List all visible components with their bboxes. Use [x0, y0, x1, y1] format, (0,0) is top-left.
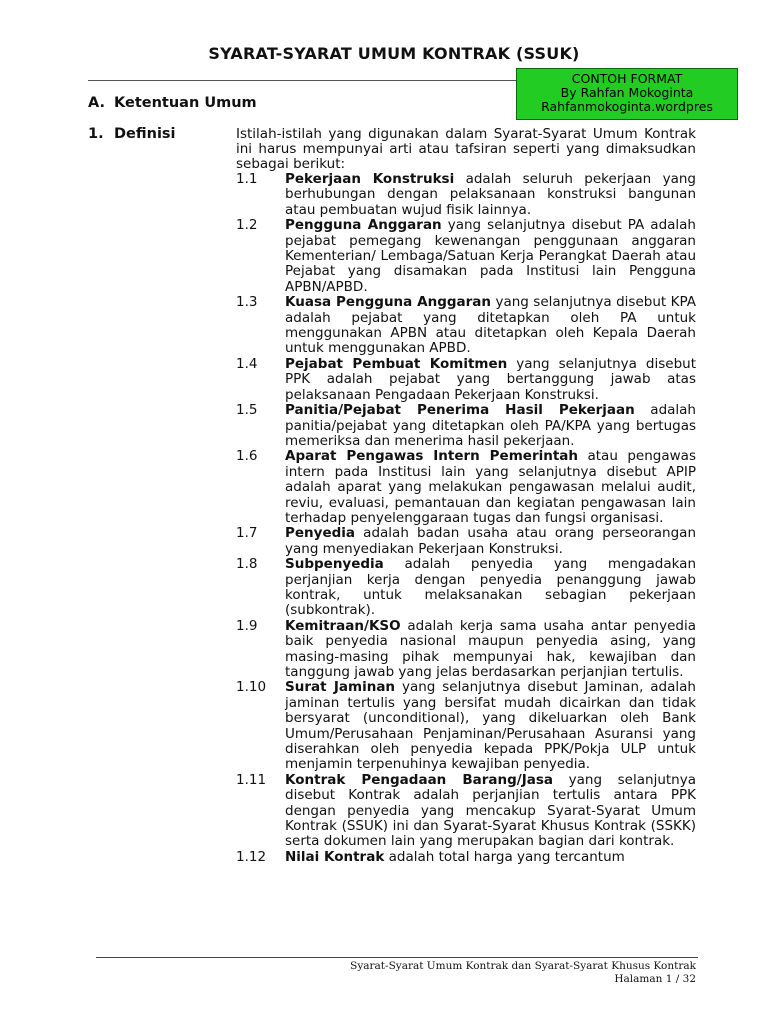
definition-term: Panitia/Pejabat Penerima Hasil Pekerjaan: [285, 402, 635, 419]
definition-body: adalah seluruh pekerjaan yang berhubungan dengan pelaksanaan konstruksi bangunan atau pembuatan wujud fisik lainnya.: [285, 171, 696, 218]
section-number: A.: [88, 95, 105, 111]
definition-term: Penyedia: [285, 525, 356, 542]
intro-paragraph: Istilah-istilah yang digunakan dalam Syarat-Syarat Umum Kontrak ini harus mempunyai arti atau tafsiran seperti yang dimaksudkan sebagai berikut:: [236, 126, 696, 173]
definition-item: [236, 218, 696, 295]
definition-term: Subpenyedia: [285, 556, 384, 573]
stamp-line-2: By Rahfan Mokoginta: [560, 85, 694, 100]
definition-item-text: [285, 218, 696, 295]
definition-body: adalah penyedia yang mengadakan perjanjian kerja dengan penyedia penanggung jawab kontrak, untuk melaksanakan sebagian pekerjaan (subkontrak).: [285, 556, 696, 619]
section-label: Ketentuan Umum: [114, 95, 257, 111]
definition-term: Nilai Kontrak: [285, 848, 385, 865]
definition-body: yang selanjutnya disebut Kontrak adalah perjanjian tertulis antara PPK dengan penyedia yang mencakup Syarat-Syarat Umum Kontrak (SSUK) ini dan Syarat-Syarat Khusus Kontrak (SSKK) serta dokumen lain yang merupakan bagian dari kontrak.: [285, 771, 696, 850]
definition-term: Pejabat Pembuat Komitmen: [285, 355, 508, 372]
definition-body: yang selanjutnya disebut KPA adalah pejabat yang ditetapkan oleh PA untuk menggunakan APBN atau ditetapkan oleh Kepala Daerah untuk menggunakan APBD.: [285, 294, 696, 357]
definition-item-text: [285, 449, 696, 526]
definition-item-number: 1.8: [236, 556, 258, 573]
definition-body: yang selanjutnya disebut Jaminan, adalah jaminan tertulis yang bersifat mudah dicairkan dan tidak bersyarat (unconditional), yang dikeluarkan oleh Bank Umum/Perusahaan Penjaminan/Perusahaan Asuransi yang diserahkan oleh penyedia kepada PPK/Pokja ULP untuk menjamin terpenuhinya kewajiban penyedia.: [285, 679, 696, 773]
definition-body: adalah panitia/pejabat yang ditetapkan oleh PA/KPA yang bertugas memeriksa dan menerima hasil pekerjaan.: [285, 402, 696, 449]
definition-term: Aparat Pengawas Intern Pemerintah: [285, 448, 579, 465]
definition-item-number: 1.3: [236, 294, 258, 311]
definition-item-number: 1.4: [236, 355, 258, 372]
definition-item-text: [285, 526, 696, 557]
definition-item-number: 1.7: [236, 525, 258, 542]
definition-item-text: [285, 557, 696, 619]
footer-divider: [96, 957, 698, 958]
definition-item-number: 1.10: [236, 679, 267, 696]
definition-item: [236, 449, 696, 526]
definition-item-number: 1.6: [236, 448, 258, 465]
definition-item: [236, 680, 696, 772]
stamp-line-3: Rahfanmokoginta.wordpres: [541, 99, 713, 114]
definition-item: [236, 619, 696, 681]
definition-item-number: 1.2: [236, 217, 258, 234]
definition-body: adalah total harga yang tercantum: [384, 848, 625, 865]
definition-item: [236, 403, 696, 449]
definition-item-text: [285, 295, 696, 357]
definition-item-text: [285, 619, 696, 681]
definition-list: [236, 172, 696, 865]
definition-item: [236, 526, 696, 557]
definition-heading: [88, 126, 176, 142]
definition-body: atau pengawas intern pada Institusi lain yang selanjutnya disebut APIP adalah aparat yang melakukan pengawasan melalui audit, reviu, evaluasi, pemantauan dan kegiatan pengawasan lain terhadap penyelenggaraan tugas dan fungsi organisasi.: [285, 448, 696, 526]
stamp-line-1: CONTOH FORMAT: [571, 71, 683, 86]
definition-item: [236, 850, 696, 865]
definition-item-text: [285, 850, 696, 865]
definition-item-text: [285, 403, 696, 449]
definition-item-number: 1.12: [236, 848, 267, 865]
definition-body: yang selanjutnya disebut PA adalah pejabat pemegang kewenangan penggunaan anggaran Kementerian/ Lembaga/Satuan Kerja Perangkat Daerah atau Pejabat yang disamakan pada Institusi lain Pengguna APBN/APBD.: [285, 217, 696, 295]
document-title: SYARAT-SYARAT UMUM KONTRAK (SSUK): [208, 44, 580, 63]
definition-item: [236, 557, 696, 619]
definition-term: Kemitraan/KSO: [285, 617, 401, 634]
footer-title: Syarat-Syarat Umum Kontrak dan Syarat-Syarat Khusus Kontrak: [350, 960, 696, 972]
page-number: Halaman 1 / 32: [614, 973, 696, 985]
definition-item-number: 1.5: [236, 402, 258, 419]
definition-item: [236, 357, 696, 403]
definition-item: [236, 295, 696, 357]
definition-label: Definisi: [114, 126, 176, 142]
definition-term: Pengguna Anggaran: [285, 217, 442, 234]
definition-term: Kuasa Pengguna Anggaran: [285, 294, 492, 311]
definition-body: yang selanjutnya disebut PPK adalah pejabat yang bertanggung jawab atas pelaksanaan Pengadaan Pekerjaan Konstruksi.: [285, 355, 696, 403]
definition-item-text: [285, 172, 696, 218]
definition-body: adalah kerja sama usaha antar penyedia baik penyedia nasional maupun penyedia asing, yang masing-masing pihak mempunyai hak, kewajiban dan tanggung jawab yang jelas berdasarkan perjanjian tertulis.: [285, 617, 696, 680]
definition-item-text: [285, 357, 696, 403]
format-stamp: [516, 68, 738, 120]
definition-item-text: [285, 680, 696, 772]
definition-item-number: 1.11: [236, 771, 267, 788]
definition-term: Kontrak Pengadaan Barang/Jasa: [285, 771, 553, 788]
definition-term: Pekerjaan Konstruksi: [285, 171, 455, 187]
definition-item-number: 1.1: [236, 171, 258, 187]
definition-item: [236, 773, 696, 850]
definition-item: [236, 172, 696, 218]
definition-number: 1.: [88, 126, 104, 142]
definition-item-number: 1.9: [236, 617, 258, 634]
definition-item-text: [285, 773, 696, 850]
definition-body: adalah badan usaha atau orang perseorangan yang menyediakan Pekerjaan Konstruksi.: [285, 525, 696, 557]
definition-term: Surat Jaminan: [285, 679, 396, 696]
section-heading: [88, 95, 257, 111]
page-footer: [350, 960, 696, 986]
